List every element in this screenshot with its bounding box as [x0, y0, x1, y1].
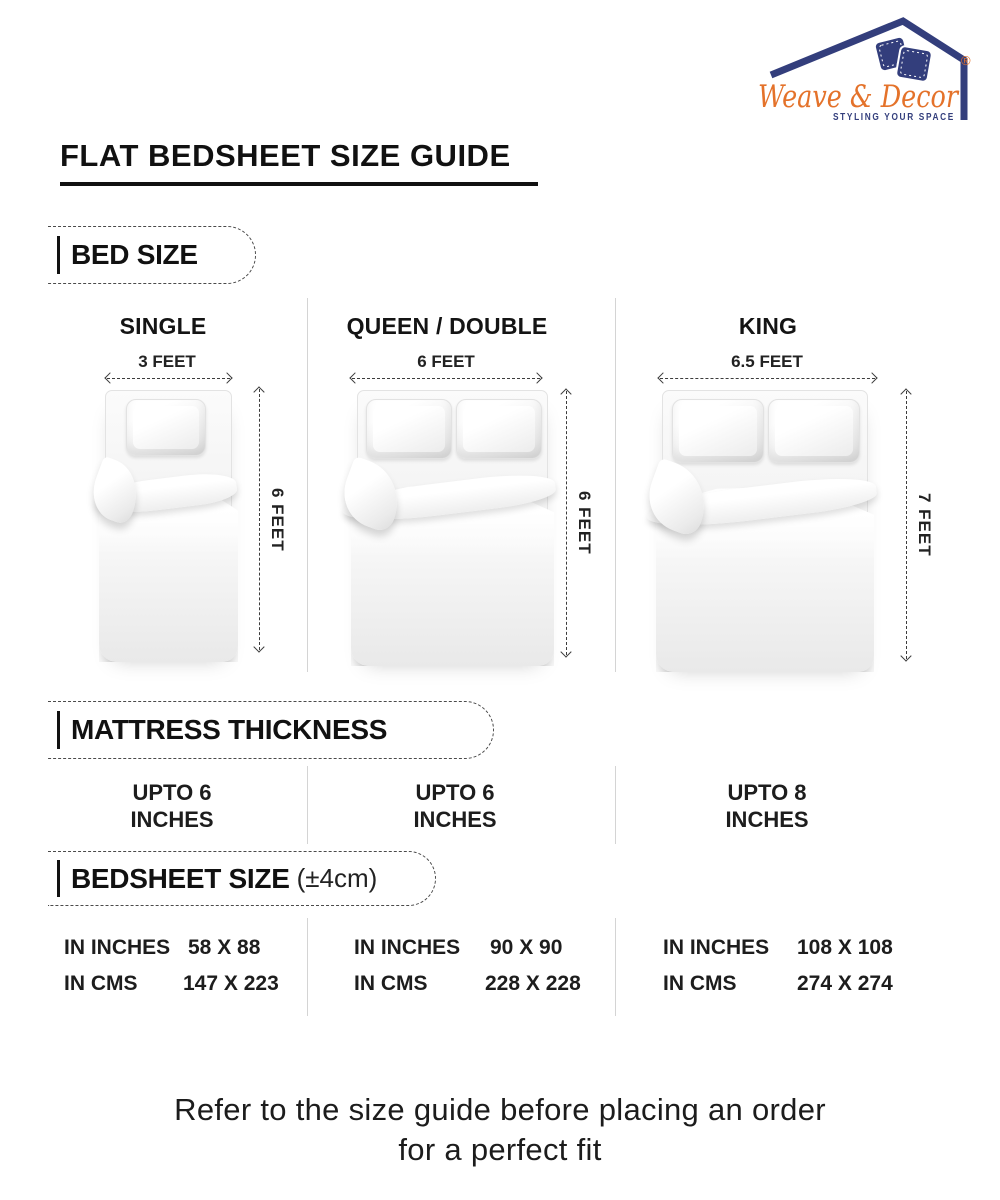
single-bed-illustration: [105, 390, 232, 652]
inches-value-single: 58 X 88: [188, 936, 261, 959]
cms-row-label: IN CMS: [64, 972, 138, 995]
column-header-single: SINGLE: [119, 313, 207, 339]
length-arrow-icon: [259, 389, 260, 650]
width-label-single: 3 FEET: [138, 352, 196, 371]
pillows-icon: [874, 36, 933, 83]
pillow-graphic: [456, 399, 542, 459]
cms-value-single: 147 X 223: [183, 972, 279, 995]
brand-name: Weave & Decor: [758, 79, 960, 115]
width-label-queen: 6 FEET: [417, 352, 475, 371]
section-mattress-label: MATTRESS THICKNESS: [71, 714, 388, 745]
brand-logo: [758, 12, 978, 126]
section-bed-size: [48, 226, 256, 284]
length-arrow-icon: [566, 391, 567, 655]
brand-tagline: STYLING YOUR SPACE: [833, 112, 955, 123]
width-arrow-icon: [352, 378, 540, 379]
width-label-king: 6.5 FEET: [731, 352, 803, 371]
column-header-queen: QUEEN / DOUBLE: [346, 313, 548, 339]
length-label-queen: 6 FEET: [575, 491, 594, 555]
king-bed-illustration: [662, 390, 868, 662]
column-divider: [307, 766, 308, 844]
thickness-line: INCHES: [413, 807, 497, 832]
bedsheet-tolerance: (±4cm): [296, 863, 378, 893]
width-arrow-icon: [107, 378, 230, 379]
inches-row-label: IN INCHES: [64, 936, 171, 959]
pillow-graphic: [126, 399, 206, 456]
mattress-thickness-king: [667, 779, 867, 833]
pillow-graphic: [672, 399, 764, 463]
cms-row-label: IN CMS: [663, 972, 737, 995]
inches-row-label: IN INCHES: [354, 936, 461, 959]
column-divider: [307, 918, 308, 1016]
section-accent-bar: [57, 236, 60, 274]
queen-bed-illustration: [357, 390, 548, 656]
section-bedsheet-label: BEDSHEET SIZE: [71, 862, 290, 894]
inches-value-queen: 90 X 90: [490, 936, 563, 959]
pillow-graphic: [768, 399, 860, 463]
length-arrow-icon: [906, 391, 907, 659]
page-title: FLAT BEDSHEET SIZE GUIDE: [60, 138, 538, 186]
cms-value-queen: 228 X 228: [485, 972, 581, 995]
section-bed-size-label: BED SIZE: [71, 239, 198, 270]
thickness-line: INCHES: [130, 807, 214, 832]
length-label-single: 6 FEET: [268, 487, 287, 552]
length-label-king: 7 FEET: [915, 493, 934, 557]
column-divider: [615, 298, 616, 672]
mattress-thickness-single: [72, 779, 272, 833]
footer-note-line2: for a perfect fit: [398, 1132, 602, 1167]
width-arrow-icon: [660, 378, 875, 379]
thickness-line: UPTO 6: [415, 780, 495, 805]
footer-note-line1: Refer to the size guide before placing an order: [174, 1092, 826, 1127]
cms-value-king: 274 X 274: [797, 972, 893, 995]
section-accent-bar: [57, 860, 60, 896]
column-divider: [615, 918, 616, 1016]
column-divider: [615, 766, 616, 844]
pillow-graphic: [366, 399, 452, 459]
section-accent-bar: [57, 711, 60, 749]
cms-row-label: IN CMS: [354, 972, 428, 995]
inches-value-king: 108 X 108: [797, 936, 893, 959]
thickness-line: UPTO 8: [727, 780, 807, 805]
thickness-line: INCHES: [725, 807, 809, 832]
brand-logo-graphic: [758, 12, 978, 126]
section-mattress-thickness: [48, 701, 494, 759]
inches-row-label: IN INCHES: [663, 936, 770, 959]
registered-mark: ®: [961, 53, 971, 68]
thickness-line: UPTO 6: [132, 780, 212, 805]
column-header-king: KING: [738, 313, 798, 339]
section-bedsheet-size: [48, 851, 436, 906]
column-divider: [307, 298, 308, 672]
mattress-thickness-queen: [355, 779, 555, 833]
